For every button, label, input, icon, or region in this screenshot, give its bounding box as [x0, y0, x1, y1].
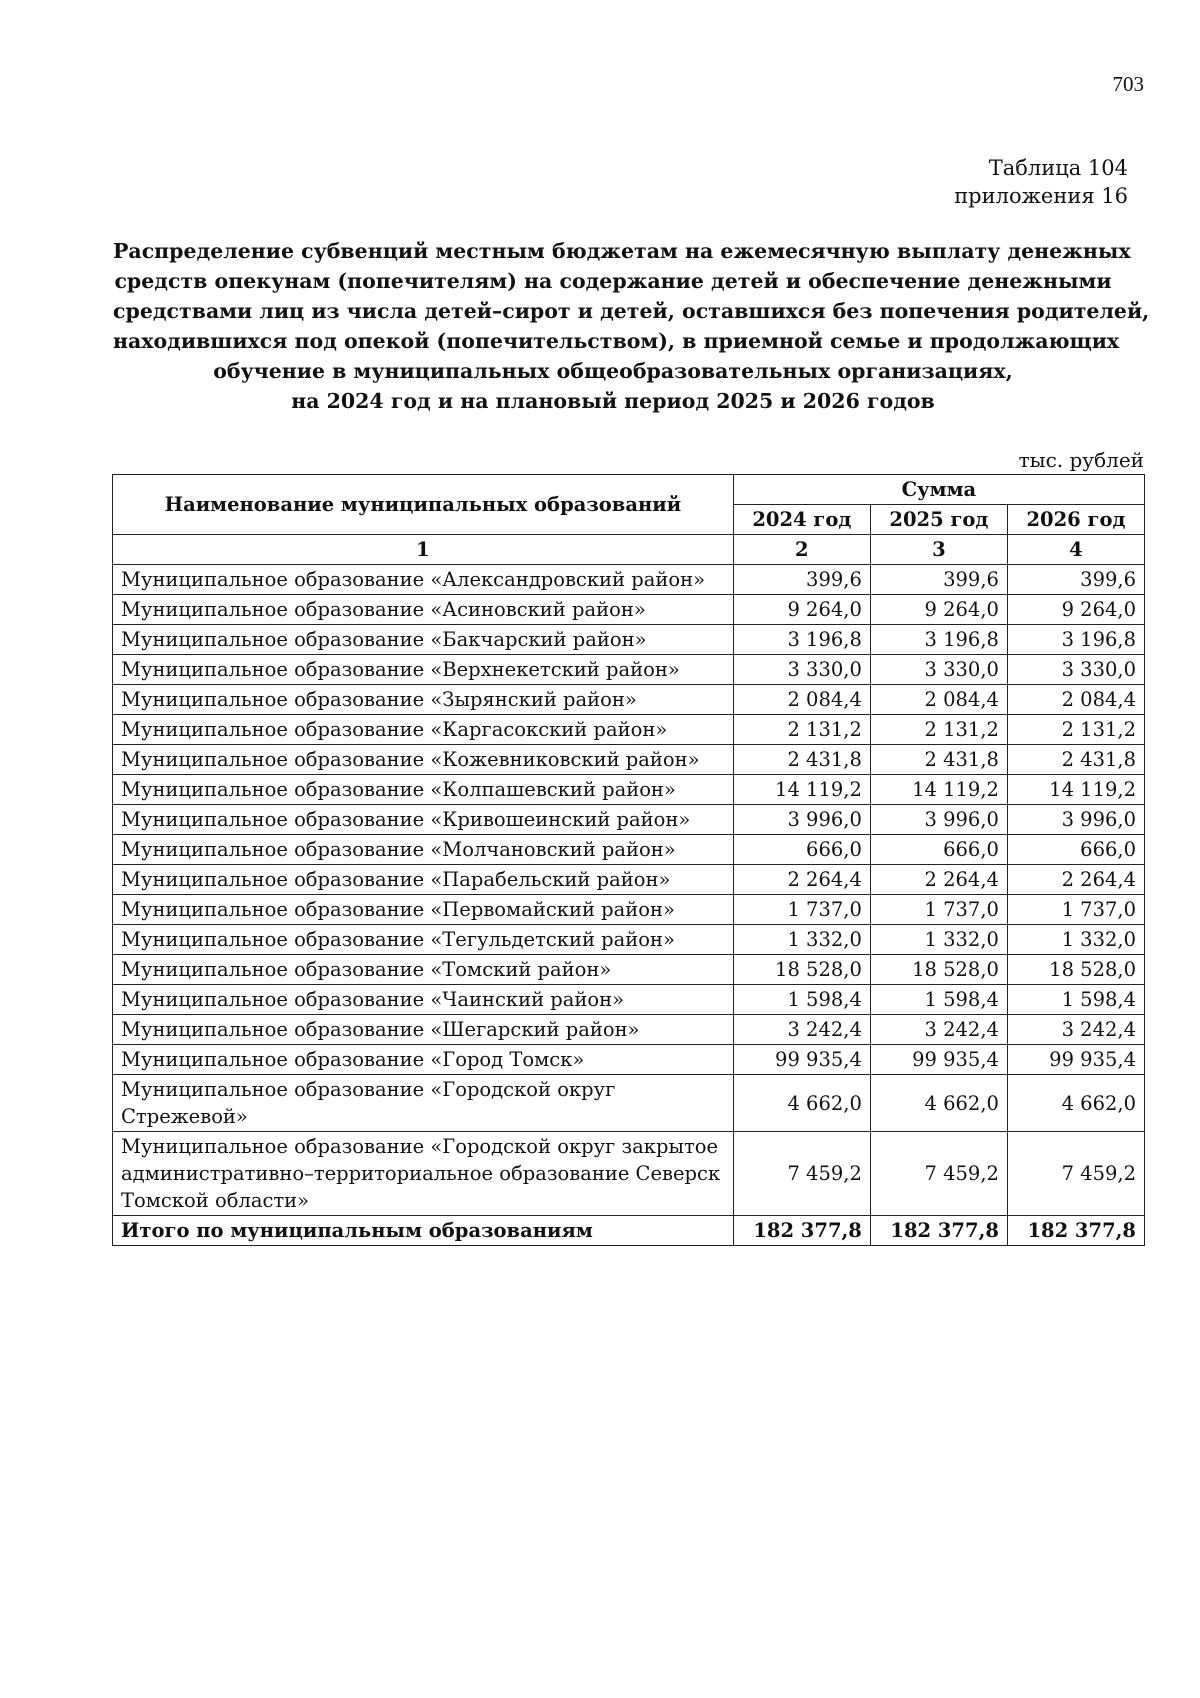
- value-2024: 99 935,4: [733, 1045, 870, 1075]
- table-row: [113, 775, 1145, 805]
- table-row: [113, 1015, 1145, 1045]
- value-2026: 18 528,0: [1007, 955, 1144, 985]
- municipality-name: Муниципальное образование «Шегарский район»: [113, 1015, 734, 1045]
- table-row: [113, 625, 1145, 655]
- value-2026: 1 737,0: [1007, 895, 1144, 925]
- municipality-name: Муниципальное образование «Асиновский район»: [113, 595, 734, 625]
- table-row: [113, 745, 1145, 775]
- value-2026: 399,6: [1007, 565, 1144, 595]
- table-row: [113, 655, 1145, 685]
- municipality-name: Муниципальное образование «Бакчарский район»: [113, 625, 734, 655]
- value-2024: 399,6: [733, 565, 870, 595]
- table-row: [113, 1132, 1145, 1216]
- column-numbers-row: [113, 535, 1145, 565]
- municipality-name: Муниципальное образование «Каргасокский район»: [113, 715, 734, 745]
- value-2024: 3 242,4: [733, 1015, 870, 1045]
- value-2026: 2 264,4: [1007, 865, 1144, 895]
- value-2024: 2 084,4: [733, 685, 870, 715]
- table-row: [113, 595, 1145, 625]
- column-number: 2: [733, 535, 870, 565]
- units-label: тыс. рублей: [1018, 448, 1144, 472]
- value-2025: 1 332,0: [870, 925, 1007, 955]
- value-2026: 2 431,8: [1007, 745, 1144, 775]
- value-2025: 666,0: [870, 835, 1007, 865]
- value-2025: 1 737,0: [870, 895, 1007, 925]
- municipality-name: Муниципальное образование «Молчановский район»: [113, 835, 734, 865]
- value-2026: 3 996,0: [1007, 805, 1144, 835]
- value-2025: 4 662,0: [870, 1075, 1007, 1132]
- value-2024: 18 528,0: [733, 955, 870, 985]
- table-row: [113, 685, 1145, 715]
- value-2026: 99 935,4: [1007, 1045, 1144, 1075]
- table-body: [113, 565, 1145, 1216]
- municipality-name: Муниципальное образование «Город Томск»: [113, 1045, 734, 1075]
- value-2025: 2 264,4: [870, 865, 1007, 895]
- header-year-2025: 2025 год: [870, 505, 1007, 535]
- total-2024: 182 377,8: [733, 1216, 870, 1246]
- value-2026: 9 264,0: [1007, 595, 1144, 625]
- table-ref-line2: приложения 16: [954, 184, 1128, 208]
- header-sum-group: Сумма: [733, 475, 1144, 505]
- value-2026: 7 459,2: [1007, 1132, 1144, 1216]
- municipality-name: Муниципальное образование «Тегульдетский район»: [113, 925, 734, 955]
- title-line: средствами лиц из числа детей–сирот и детей, оставшихся без попечения родителей,: [113, 299, 1150, 323]
- title-line: находившихся под опекой (попечительством), в приемной семье и продолжающих: [113, 329, 1120, 353]
- municipality-name: Муниципальное образование «Чаинский район»: [113, 985, 734, 1015]
- value-2026: 4 662,0: [1007, 1075, 1144, 1132]
- municipality-name: Муниципальное образование «Томский район»: [113, 955, 734, 985]
- table-ref-line1: Таблица 104: [988, 156, 1128, 180]
- document-title: [113, 236, 1150, 416]
- value-2025: 2 131,2: [870, 715, 1007, 745]
- value-2025: 99 935,4: [870, 1045, 1007, 1075]
- municipality-name: Муниципальное образование «Александровский район»: [113, 565, 734, 595]
- header-name-column: Наименование муниципальных образований: [113, 475, 734, 535]
- municipality-name: Муниципальное образование «Зырянский район»: [113, 685, 734, 715]
- column-number: 3: [870, 535, 1007, 565]
- value-2025: 1 598,4: [870, 985, 1007, 1015]
- value-2025: 3 330,0: [870, 655, 1007, 685]
- municipality-name: Муниципальное образование «Первомайский район»: [113, 895, 734, 925]
- total-label: Итого по муниципальным образованиям: [113, 1216, 734, 1246]
- page-number: 703: [1112, 72, 1144, 96]
- municipality-name: Муниципальное образование «Кожевниковский район»: [113, 745, 734, 775]
- value-2024: 2 431,8: [733, 745, 870, 775]
- value-2025: 2 084,4: [870, 685, 1007, 715]
- value-2025: 2 431,8: [870, 745, 1007, 775]
- table-row: [113, 925, 1145, 955]
- title-line: на 2024 год и на плановый период 2025 и 2026 годов: [291, 389, 935, 413]
- value-2026: 14 119,2: [1007, 775, 1144, 805]
- table-row: [113, 895, 1145, 925]
- value-2024: 3 196,8: [733, 625, 870, 655]
- column-number: 1: [113, 535, 734, 565]
- value-2024: 3 330,0: [733, 655, 870, 685]
- subsidy-table: [112, 474, 1145, 1246]
- header-row: [113, 475, 1145, 505]
- value-2026: 2 131,2: [1007, 715, 1144, 745]
- value-2025: 18 528,0: [870, 955, 1007, 985]
- value-2024: 9 264,0: [733, 595, 870, 625]
- total-2026: 182 377,8: [1007, 1216, 1144, 1246]
- value-2026: 2 084,4: [1007, 685, 1144, 715]
- value-2024: 1 598,4: [733, 985, 870, 1015]
- value-2025: 3 242,4: [870, 1015, 1007, 1045]
- municipality-name: Муниципальное образование «Городской округ закрытое административно–территориальное образование Северск Томской области»: [113, 1132, 734, 1216]
- value-2024: 2 131,2: [733, 715, 870, 745]
- value-2026: 3 330,0: [1007, 655, 1144, 685]
- total-row: [113, 1216, 1145, 1246]
- value-2024: 4 662,0: [733, 1075, 870, 1132]
- table-row: [113, 955, 1145, 985]
- table-row: [113, 985, 1145, 1015]
- municipality-name: Муниципальное образование «Городской округ Стрежевой»: [113, 1075, 734, 1132]
- table-row: [113, 1045, 1145, 1075]
- municipality-name: Муниципальное образование «Парабельский район»: [113, 865, 734, 895]
- municipality-name: Муниципальное образование «Верхнекетский район»: [113, 655, 734, 685]
- table-row: [113, 715, 1145, 745]
- value-2026: 3 196,8: [1007, 625, 1144, 655]
- title-line: обучение в муниципальных общеобразовательных организациях,: [213, 359, 1013, 383]
- table-row: [113, 865, 1145, 895]
- value-2024: 3 996,0: [733, 805, 870, 835]
- table-row: [113, 1075, 1145, 1132]
- table-row: [113, 565, 1145, 595]
- value-2026: 3 242,4: [1007, 1015, 1144, 1045]
- table-reference: [954, 154, 1128, 210]
- value-2025: 3 996,0: [870, 805, 1007, 835]
- value-2024: 7 459,2: [733, 1132, 870, 1216]
- value-2025: 3 196,8: [870, 625, 1007, 655]
- value-2025: 9 264,0: [870, 595, 1007, 625]
- value-2026: 1 332,0: [1007, 925, 1144, 955]
- column-number: 4: [1007, 535, 1144, 565]
- value-2025: 14 119,2: [870, 775, 1007, 805]
- value-2024: 1 332,0: [733, 925, 870, 955]
- municipality-name: Муниципальное образование «Кривошеинский район»: [113, 805, 734, 835]
- value-2024: 2 264,4: [733, 865, 870, 895]
- value-2024: 1 737,0: [733, 895, 870, 925]
- table-row: [113, 835, 1145, 865]
- value-2025: 399,6: [870, 565, 1007, 595]
- municipality-name: Муниципальное образование «Колпашевский район»: [113, 775, 734, 805]
- value-2026: 666,0: [1007, 835, 1144, 865]
- title-line: средств опекунам (попечителям) на содержание детей и обеспечение денежными: [114, 269, 1112, 293]
- value-2025: 7 459,2: [870, 1132, 1007, 1216]
- value-2026: 1 598,4: [1007, 985, 1144, 1015]
- header-year-2026: 2026 год: [1007, 505, 1144, 535]
- table-row: [113, 805, 1145, 835]
- total-2025: 182 377,8: [870, 1216, 1007, 1246]
- header-year-2024: 2024 год: [733, 505, 870, 535]
- value-2024: 666,0: [733, 835, 870, 865]
- value-2024: 14 119,2: [733, 775, 870, 805]
- title-line: Распределение субвенций местным бюджетам на ежемесячную выплату денежных: [113, 239, 1131, 263]
